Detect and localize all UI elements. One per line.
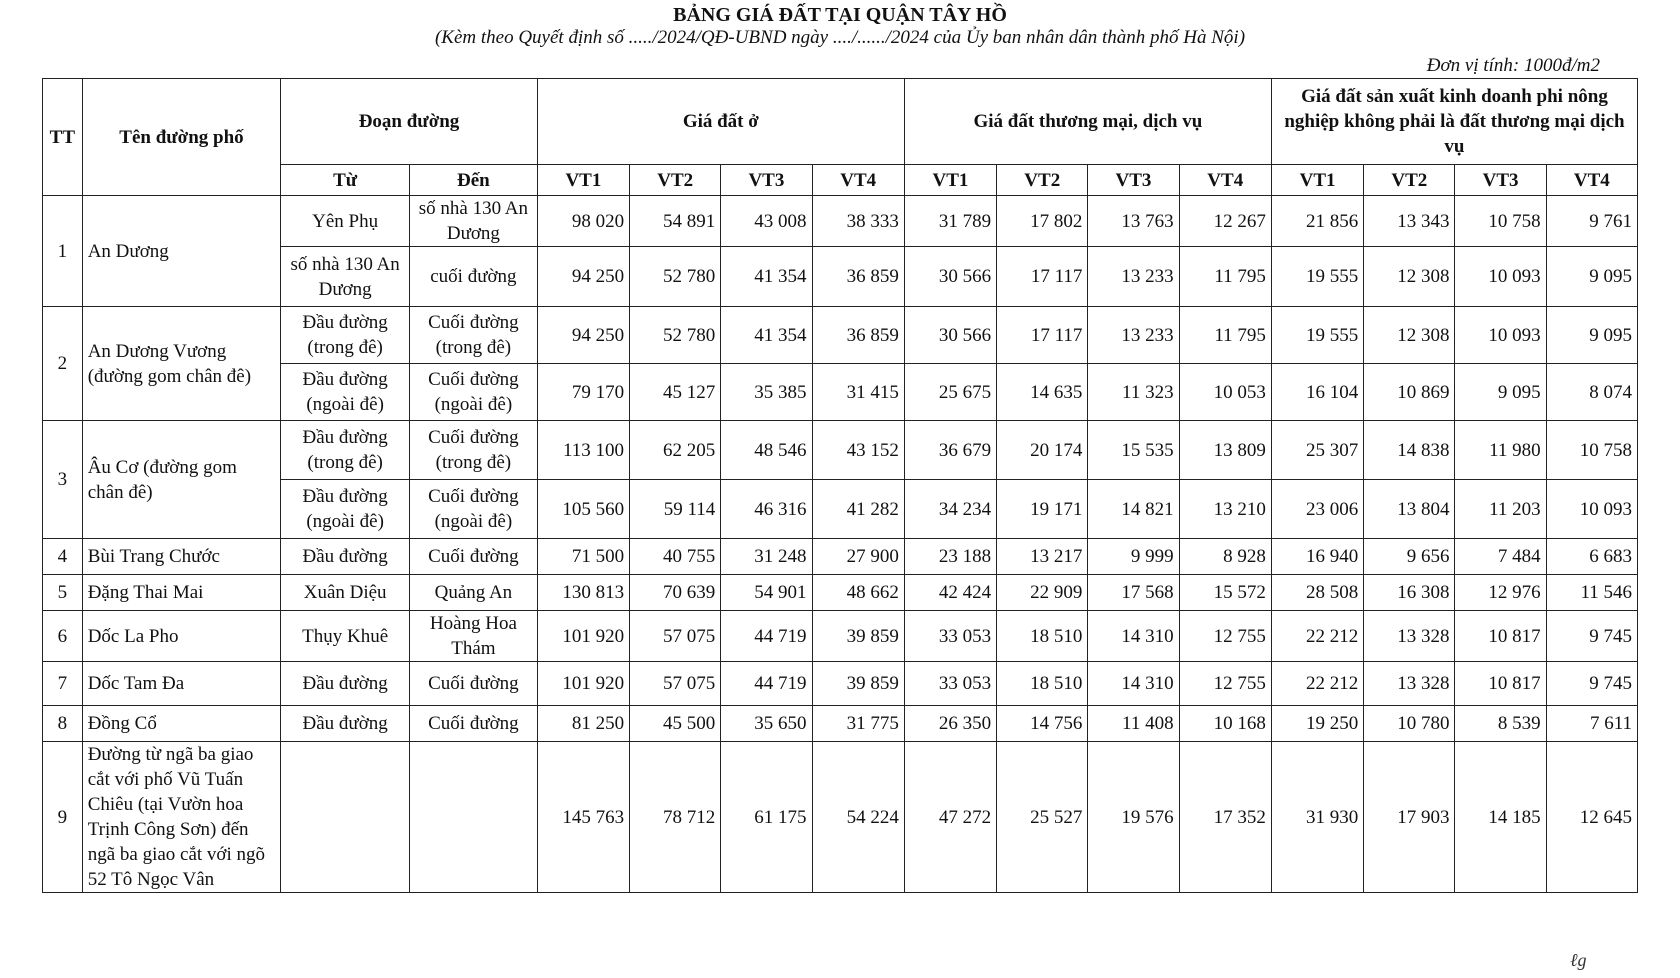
price-cell: 45 127 bbox=[630, 364, 721, 421]
table-row bbox=[43, 742, 1638, 893]
price-cell: 19 171 bbox=[997, 480, 1088, 539]
price-cell: 9 095 bbox=[1455, 364, 1546, 421]
header-tt: TT bbox=[43, 79, 83, 196]
price-cell: 61 175 bbox=[721, 742, 812, 893]
price-cell: 11 795 bbox=[1179, 247, 1271, 307]
row-number: 7 bbox=[43, 662, 83, 706]
price-cell: 8 928 bbox=[1179, 539, 1271, 575]
price-cell: 25 527 bbox=[997, 742, 1088, 893]
table-row bbox=[43, 706, 1638, 742]
price-cell: 36 679 bbox=[904, 421, 996, 480]
price-cell: 14 821 bbox=[1088, 480, 1179, 539]
header-commercial: Giá đất thương mại, dịch vụ bbox=[904, 79, 1271, 165]
segment-to: Quảng An bbox=[410, 575, 538, 611]
price-cell: 38 333 bbox=[812, 196, 904, 247]
price-cell: 11 546 bbox=[1546, 575, 1637, 611]
segment-from: số nhà 130 An Dương bbox=[281, 247, 410, 307]
price-cell: 31 930 bbox=[1271, 742, 1363, 893]
header-production: Giá đất sản xuất kinh doanh phi nông nghiệp không phải là đất thương mại dịch vụ bbox=[1271, 79, 1637, 165]
header-vt: VT1 bbox=[904, 165, 996, 196]
price-cell: 12 976 bbox=[1455, 575, 1546, 611]
segment-from: Thụy Khuê bbox=[281, 611, 410, 662]
price-cell: 6 683 bbox=[1546, 539, 1637, 575]
price-cell: 18 510 bbox=[997, 611, 1088, 662]
price-cell: 35 650 bbox=[721, 706, 812, 742]
segment-from bbox=[281, 742, 410, 893]
price-cell: 45 500 bbox=[630, 706, 721, 742]
price-cell: 14 635 bbox=[997, 364, 1088, 421]
segment-from: Yên Phụ bbox=[281, 196, 410, 247]
price-cell: 30 566 bbox=[904, 247, 996, 307]
document-subtitle: (Kèm theo Quyết định số ...../2024/QĐ-UBND ngày ..../....../2024 của Ủy ban nhân dân thành phố Hà Nội) bbox=[434, 27, 1246, 48]
segment-to: Cuối đường (trong đê) bbox=[410, 307, 538, 364]
price-cell: 79 170 bbox=[537, 364, 629, 421]
street-name: Bùi Trang Chước bbox=[82, 539, 281, 575]
price-cell: 48 662 bbox=[812, 575, 904, 611]
header-vt: VT1 bbox=[1271, 165, 1363, 196]
price-cell: 9 095 bbox=[1546, 247, 1637, 307]
price-cell: 16 940 bbox=[1271, 539, 1363, 575]
price-cell: 13 217 bbox=[997, 539, 1088, 575]
price-cell: 52 780 bbox=[630, 247, 721, 307]
price-cell: 21 856 bbox=[1271, 196, 1363, 247]
price-cell: 10 780 bbox=[1364, 706, 1455, 742]
price-cell: 15 535 bbox=[1088, 421, 1179, 480]
price-cell: 27 900 bbox=[812, 539, 904, 575]
price-cell: 19 555 bbox=[1271, 247, 1363, 307]
price-cell: 11 795 bbox=[1179, 307, 1271, 364]
segment-to: cuối đường bbox=[410, 247, 538, 307]
price-cell: 23 188 bbox=[904, 539, 996, 575]
header-vt: VT2 bbox=[997, 165, 1088, 196]
table-row bbox=[43, 421, 1638, 480]
price-cell: 48 546 bbox=[721, 421, 812, 480]
price-cell: 94 250 bbox=[537, 307, 629, 364]
land-price-table bbox=[42, 78, 1638, 893]
price-cell: 31 415 bbox=[812, 364, 904, 421]
price-cell: 19 250 bbox=[1271, 706, 1363, 742]
segment-from: Đầu đường bbox=[281, 662, 410, 706]
segment-to: Cuối đường bbox=[410, 706, 538, 742]
price-cell: 47 272 bbox=[904, 742, 996, 893]
price-cell: 10 053 bbox=[1179, 364, 1271, 421]
price-cell: 19 555 bbox=[1271, 307, 1363, 364]
price-cell: 14 756 bbox=[997, 706, 1088, 742]
price-cell: 52 780 bbox=[630, 307, 721, 364]
row-number: 9 bbox=[43, 742, 83, 893]
unit-label: Đơn vị tính: 1000đ/m2 bbox=[1426, 55, 1600, 76]
price-cell: 12 267 bbox=[1179, 196, 1271, 247]
price-cell: 22 212 bbox=[1271, 662, 1363, 706]
price-cell: 11 203 bbox=[1455, 480, 1546, 539]
price-cell: 41 354 bbox=[721, 247, 812, 307]
price-cell: 94 250 bbox=[537, 247, 629, 307]
price-cell: 14 838 bbox=[1364, 421, 1455, 480]
header-to: Đến bbox=[410, 165, 538, 196]
price-cell: 25 307 bbox=[1271, 421, 1363, 480]
header-vt: VT4 bbox=[812, 165, 904, 196]
price-cell: 36 859 bbox=[812, 307, 904, 364]
price-cell: 30 566 bbox=[904, 307, 996, 364]
header-vt: VT4 bbox=[1546, 165, 1637, 196]
price-cell: 41 354 bbox=[721, 307, 812, 364]
street-name: An Dương bbox=[82, 196, 281, 307]
price-cell: 98 020 bbox=[537, 196, 629, 247]
street-name: An Dương Vương (đường gom chân đê) bbox=[82, 307, 281, 421]
segment-from: Đầu đường (trong đê) bbox=[281, 307, 410, 364]
price-cell: 18 510 bbox=[997, 662, 1088, 706]
price-cell: 9 999 bbox=[1088, 539, 1179, 575]
price-cell: 34 234 bbox=[904, 480, 996, 539]
price-cell: 9 761 bbox=[1546, 196, 1637, 247]
segment-from: Đầu đường bbox=[281, 539, 410, 575]
price-cell: 12 755 bbox=[1179, 662, 1271, 706]
price-cell: 59 114 bbox=[630, 480, 721, 539]
header-vt: VT3 bbox=[721, 165, 812, 196]
price-cell: 44 719 bbox=[721, 611, 812, 662]
price-cell: 36 859 bbox=[812, 247, 904, 307]
segment-to: Hoàng Hoa Thám bbox=[410, 611, 538, 662]
price-cell: 9 656 bbox=[1364, 539, 1455, 575]
price-cell: 7 611 bbox=[1546, 706, 1637, 742]
street-name: Dốc La Pho bbox=[82, 611, 281, 662]
price-cell: 39 859 bbox=[812, 662, 904, 706]
street-name: Đường từ ngã ba giao cắt với phố Vũ Tuấn Chiêu (tại Vườn hoa Trịnh Công Sơn) đến ngã ba giao cắt với ngõ 52 Tô Ngọc Vân bbox=[82, 742, 281, 893]
price-cell: 10 758 bbox=[1546, 421, 1637, 480]
table-row bbox=[43, 307, 1638, 364]
row-number: 4 bbox=[43, 539, 83, 575]
price-cell: 23 006 bbox=[1271, 480, 1363, 539]
header-residential: Giá đất ở bbox=[537, 79, 904, 165]
table-row bbox=[43, 611, 1638, 662]
price-cell: 12 308 bbox=[1364, 247, 1455, 307]
row-number: 3 bbox=[43, 421, 83, 539]
price-cell: 12 645 bbox=[1546, 742, 1637, 893]
header-vt: VT3 bbox=[1455, 165, 1546, 196]
segment-from: Đầu đường (trong đê) bbox=[281, 421, 410, 480]
price-cell: 62 205 bbox=[630, 421, 721, 480]
segment-to: Cuối đường (ngoài đê) bbox=[410, 480, 538, 539]
price-cell: 9 095 bbox=[1546, 307, 1637, 364]
price-cell: 10 817 bbox=[1455, 611, 1546, 662]
header-vt: VT2 bbox=[1364, 165, 1455, 196]
price-cell: 14 185 bbox=[1455, 742, 1546, 893]
price-cell: 78 712 bbox=[630, 742, 721, 893]
table-row bbox=[43, 575, 1638, 611]
price-cell: 10 817 bbox=[1455, 662, 1546, 706]
segment-to: Cuối đường bbox=[410, 662, 538, 706]
price-cell: 14 310 bbox=[1088, 611, 1179, 662]
price-cell: 43 008 bbox=[721, 196, 812, 247]
price-cell: 13 328 bbox=[1364, 611, 1455, 662]
street-name: Đặng Thai Mai bbox=[82, 575, 281, 611]
table-body bbox=[43, 196, 1638, 893]
row-number: 8 bbox=[43, 706, 83, 742]
price-cell: 10 093 bbox=[1546, 480, 1637, 539]
price-cell: 31 775 bbox=[812, 706, 904, 742]
header-street: Tên đường phố bbox=[82, 79, 281, 196]
segment-to: Cuối đường bbox=[410, 539, 538, 575]
price-cell: 26 350 bbox=[904, 706, 996, 742]
price-cell: 11 980 bbox=[1455, 421, 1546, 480]
price-cell: 8 539 bbox=[1455, 706, 1546, 742]
table-row bbox=[43, 364, 1638, 421]
price-cell: 31 248 bbox=[721, 539, 812, 575]
price-cell: 10 758 bbox=[1455, 196, 1546, 247]
table-row bbox=[43, 539, 1638, 575]
table-row bbox=[43, 480, 1638, 539]
price-cell: 101 920 bbox=[537, 611, 629, 662]
header-vt: VT4 bbox=[1179, 165, 1271, 196]
row-number: 2 bbox=[43, 307, 83, 421]
price-cell: 101 920 bbox=[537, 662, 629, 706]
price-cell: 17 117 bbox=[997, 247, 1088, 307]
price-cell: 25 675 bbox=[904, 364, 996, 421]
price-cell: 57 075 bbox=[630, 662, 721, 706]
row-number: 1 bbox=[43, 196, 83, 307]
segment-from: Xuân Diệu bbox=[281, 575, 410, 611]
table-row bbox=[43, 662, 1638, 706]
header-from: Từ bbox=[281, 165, 410, 196]
price-cell: 12 308 bbox=[1364, 307, 1455, 364]
price-cell: 22 909 bbox=[997, 575, 1088, 611]
price-cell: 13 809 bbox=[1179, 421, 1271, 480]
price-cell: 42 424 bbox=[904, 575, 996, 611]
segment-to: Cuối đường (trong đê) bbox=[410, 421, 538, 480]
price-cell: 33 053 bbox=[904, 662, 996, 706]
price-cell: 13 343 bbox=[1364, 196, 1455, 247]
row-number: 6 bbox=[43, 611, 83, 662]
price-cell: 113 100 bbox=[537, 421, 629, 480]
price-cell: 54 224 bbox=[812, 742, 904, 893]
price-cell: 15 572 bbox=[1179, 575, 1271, 611]
price-cell: 54 901 bbox=[721, 575, 812, 611]
price-cell: 105 560 bbox=[537, 480, 629, 539]
price-cell: 17 802 bbox=[997, 196, 1088, 247]
table-row bbox=[43, 247, 1638, 307]
price-cell: 17 117 bbox=[997, 307, 1088, 364]
price-cell: 16 308 bbox=[1364, 575, 1455, 611]
segment-to: số nhà 130 An Dương bbox=[410, 196, 538, 247]
price-cell: 22 212 bbox=[1271, 611, 1363, 662]
price-cell: 71 500 bbox=[537, 539, 629, 575]
street-name: Âu Cơ (đường gom chân đê) bbox=[82, 421, 281, 539]
price-cell: 35 385 bbox=[721, 364, 812, 421]
price-cell: 11 408 bbox=[1088, 706, 1179, 742]
price-cell: 12 755 bbox=[1179, 611, 1271, 662]
price-cell: 13 763 bbox=[1088, 196, 1179, 247]
price-cell: 13 210 bbox=[1179, 480, 1271, 539]
row-number: 5 bbox=[43, 575, 83, 611]
street-name: Đồng Cổ bbox=[82, 706, 281, 742]
price-cell: 40 755 bbox=[630, 539, 721, 575]
table-row bbox=[43, 196, 1638, 247]
price-cell: 16 104 bbox=[1271, 364, 1363, 421]
price-cell: 41 282 bbox=[812, 480, 904, 539]
segment-to bbox=[410, 742, 538, 893]
street-name: Dốc Tam Đa bbox=[82, 662, 281, 706]
price-cell: 70 639 bbox=[630, 575, 721, 611]
price-cell: 57 075 bbox=[630, 611, 721, 662]
price-cell: 33 053 bbox=[904, 611, 996, 662]
segment-from: Đầu đường (ngoài đê) bbox=[281, 480, 410, 539]
header-vt: VT2 bbox=[630, 165, 721, 196]
price-cell: 81 250 bbox=[537, 706, 629, 742]
price-cell: 19 576 bbox=[1088, 742, 1179, 893]
price-cell: 17 568 bbox=[1088, 575, 1179, 611]
header-vt: VT1 bbox=[537, 165, 629, 196]
price-cell: 11 323 bbox=[1088, 364, 1179, 421]
price-cell: 7 484 bbox=[1455, 539, 1546, 575]
price-cell: 31 789 bbox=[904, 196, 996, 247]
document-title: BẢNG GIÁ ĐẤT TẠI QUẬN TÂY HỒ bbox=[673, 4, 1007, 26]
segment-from: Đầu đường bbox=[281, 706, 410, 742]
price-cell: 9 745 bbox=[1546, 611, 1637, 662]
price-cell: 17 903 bbox=[1364, 742, 1455, 893]
segment-from: Đầu đường (ngoài đê) bbox=[281, 364, 410, 421]
segment-to: Cuối đường (ngoài đê) bbox=[410, 364, 538, 421]
price-cell: 17 352 bbox=[1179, 742, 1271, 893]
price-cell: 130 813 bbox=[537, 575, 629, 611]
price-cell: 8 074 bbox=[1546, 364, 1637, 421]
price-cell: 28 508 bbox=[1271, 575, 1363, 611]
price-cell: 145 763 bbox=[537, 742, 629, 893]
price-cell: 14 310 bbox=[1088, 662, 1179, 706]
price-cell: 13 233 bbox=[1088, 247, 1179, 307]
price-cell: 10 093 bbox=[1455, 247, 1546, 307]
header-segment: Đoạn đường bbox=[281, 79, 538, 165]
price-cell: 39 859 bbox=[812, 611, 904, 662]
price-cell: 20 174 bbox=[997, 421, 1088, 480]
header-vt: VT3 bbox=[1088, 165, 1179, 196]
price-cell: 10 168 bbox=[1179, 706, 1271, 742]
price-cell: 46 316 bbox=[721, 480, 812, 539]
price-cell: 54 891 bbox=[630, 196, 721, 247]
price-cell: 9 745 bbox=[1546, 662, 1637, 706]
price-cell: 13 804 bbox=[1364, 480, 1455, 539]
handwritten-mark: ℓg bbox=[1570, 950, 1587, 970]
price-cell: 43 152 bbox=[812, 421, 904, 480]
price-cell: 13 233 bbox=[1088, 307, 1179, 364]
price-cell: 10 093 bbox=[1455, 307, 1546, 364]
price-cell: 10 869 bbox=[1364, 364, 1455, 421]
price-cell: 13 328 bbox=[1364, 662, 1455, 706]
price-cell: 44 719 bbox=[721, 662, 812, 706]
